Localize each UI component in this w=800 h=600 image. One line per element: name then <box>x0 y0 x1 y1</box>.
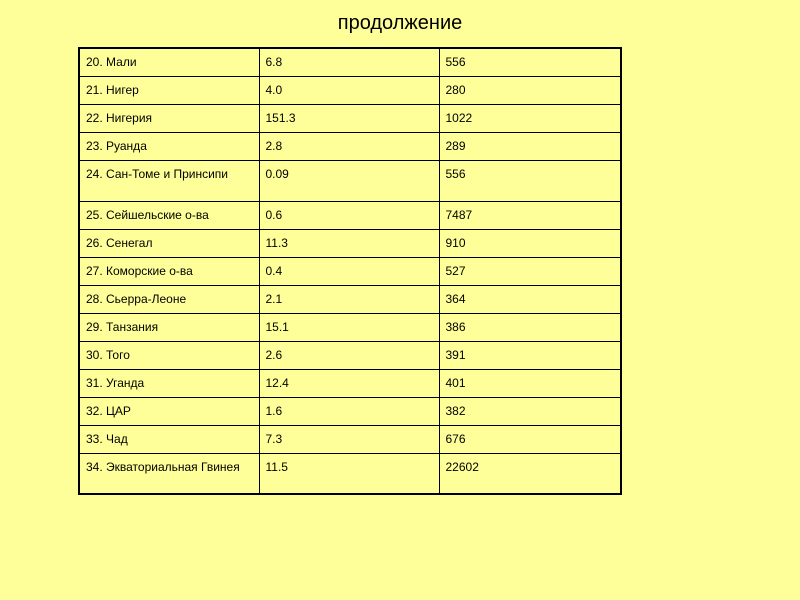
value-cell: 1.6 <box>259 397 439 425</box>
table-row <box>79 285 621 313</box>
value-cell: 15.1 <box>259 313 439 341</box>
value-cell: 556 <box>439 160 621 201</box>
country-cell: 28. Сьерра-Леоне <box>79 285 259 313</box>
table-row <box>79 76 621 104</box>
value-cell: 676 <box>439 425 621 453</box>
value-cell: 2.6 <box>259 341 439 369</box>
country-cell: 21. Нигер <box>79 76 259 104</box>
value-cell: 6.8 <box>259 48 439 76</box>
country-cell: 24. Сан-Томе и Принсипи <box>79 160 259 201</box>
value-cell: 0.4 <box>259 257 439 285</box>
value-cell: 382 <box>439 397 621 425</box>
value-cell: 364 <box>439 285 621 313</box>
value-cell: 289 <box>439 132 621 160</box>
country-cell: 30. Того <box>79 341 259 369</box>
value-cell: 556 <box>439 48 621 76</box>
table-row <box>79 48 621 76</box>
country-cell: 32. ЦАР <box>79 397 259 425</box>
country-cell: 33. Чад <box>79 425 259 453</box>
value-cell: 2.1 <box>259 285 439 313</box>
value-cell: 12.4 <box>259 369 439 397</box>
value-cell: 527 <box>439 257 621 285</box>
table-row <box>79 369 621 397</box>
table-row <box>79 160 621 201</box>
table-row <box>79 229 621 257</box>
country-cell: 23. Руанда <box>79 132 259 160</box>
value-cell: 22602 <box>439 453 621 494</box>
table-row <box>79 104 621 132</box>
table-row <box>79 201 621 229</box>
country-cell: 27. Коморские о-ва <box>79 257 259 285</box>
country-cell: 31. Уганда <box>79 369 259 397</box>
value-cell: 11.5 <box>259 453 439 494</box>
value-cell: 4.0 <box>259 76 439 104</box>
value-cell: 1022 <box>439 104 621 132</box>
table-row <box>79 425 621 453</box>
value-cell: 11.3 <box>259 229 439 257</box>
value-cell: 401 <box>439 369 621 397</box>
value-cell: 151.3 <box>259 104 439 132</box>
value-cell: 2.8 <box>259 132 439 160</box>
data-table <box>78 47 622 495</box>
country-cell: 29. Танзания <box>79 313 259 341</box>
value-cell: 0.6 <box>259 201 439 229</box>
table-row <box>79 257 621 285</box>
slide-title: продолжение <box>337 12 463 34</box>
value-cell: 7.3 <box>259 425 439 453</box>
value-cell: 280 <box>439 76 621 104</box>
table-row <box>79 313 621 341</box>
value-cell: 386 <box>439 313 621 341</box>
value-cell: 7487 <box>439 201 621 229</box>
country-cell: 22. Нигерия <box>79 104 259 132</box>
table-row <box>79 132 621 160</box>
table-row <box>79 397 621 425</box>
country-cell: 25. Сейшельские о-ва <box>79 201 259 229</box>
country-cell: 34. Экваториальная Гвинея <box>79 453 259 494</box>
country-cell: 20. Мали <box>79 48 259 76</box>
table-row <box>79 453 621 494</box>
value-cell: 391 <box>439 341 621 369</box>
value-cell: 0.09 <box>259 160 439 201</box>
value-cell: 910 <box>439 229 621 257</box>
table-row <box>79 341 621 369</box>
country-cell: 26. Сенегал <box>79 229 259 257</box>
